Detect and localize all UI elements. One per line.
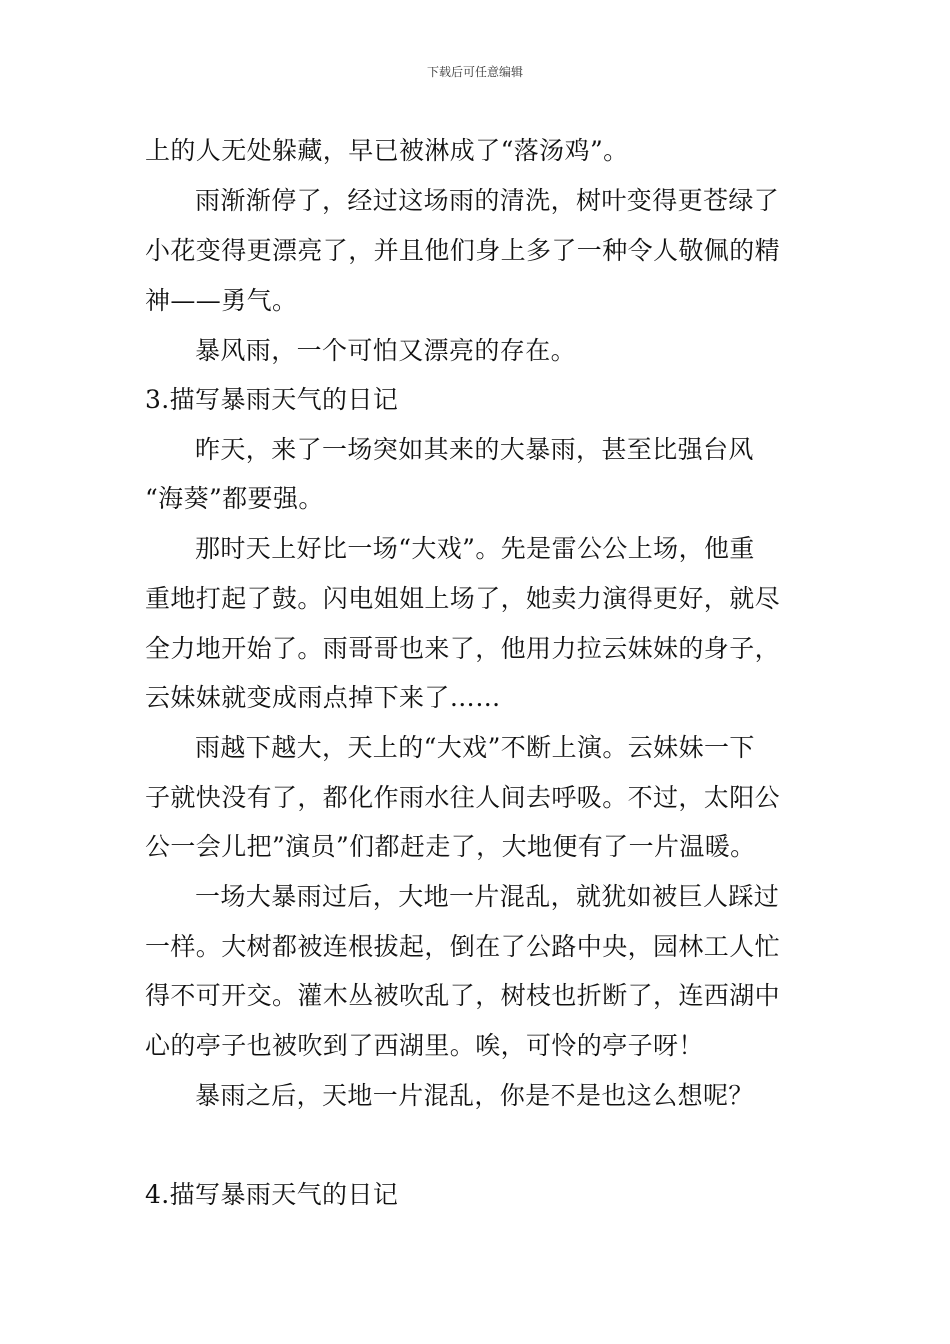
text-line: 心的亭子也被吹到了西湖里。唉，可怜的亭子呀！ [145,1031,704,1060]
text-line: 重地打起了鼓。闪电姐姐上场了，她卖力演得更好，就尽 [145,584,781,613]
paragraph-start-line: 那时天上好比一场“大戏”。先是雷公公上场，他重 [195,534,755,563]
paragraph-start-line: 昨天，来了一场突如其来的大暴雨，甚至比强台风 [195,435,754,464]
text-line: 全力地开始了。雨哥哥也来了，他用力拉云妹妹的身子， [145,634,781,663]
section-heading: 4.描写暴雨天气的日记 [145,1180,399,1209]
text-line: 公一会儿把”演员”们都赶走了，大地便有了一片温暖。 [145,832,756,861]
text-line: “海葵”都要强。 [145,484,324,513]
text-line: 一样。大树都被连根拔起，倒在了公路中央，园林工人忙 [145,932,781,961]
paragraph-start-line: 暴风雨，一个可怕又漂亮的存在。 [195,336,577,365]
paragraph-start-line: 暴雨之后，天地一片混乱，你是不是也这么想呢？ [195,1081,754,1110]
text-line: 云妹妹就变成雨点掉下来了…… [145,683,501,712]
paragraph-start-line: 一场大暴雨过后，大地一片混乱，就犹如被巨人踩过 [195,882,780,911]
text-line: 小花变得更漂亮了，并且他们身上多了一种令人敬佩的精 [145,236,781,265]
paragraph-start-line: 雨渐渐停了，经过这场雨的清洗，树叶变得更苍绿了 [195,186,780,215]
section-heading: 3.描写暴雨天气的日记 [145,385,399,414]
text-line: 神——勇气。 [145,286,298,315]
page-header: 下载后可任意编辑 [426,65,523,79]
text-line: 得不可开交。灌木丛被吹乱了，树枝也折断了，连西湖中 [145,981,781,1010]
text-line: 上的人无处躲藏，早已被淋成了“落汤鸡”。 [145,136,629,165]
text-line: 子就快没有了，都化作雨水往人间去呼吸。不过，太阳公 [145,783,781,812]
paragraph-start-line: 雨越下越大，天上的“大戏”不断上演。云妹妹一下 [195,733,755,762]
